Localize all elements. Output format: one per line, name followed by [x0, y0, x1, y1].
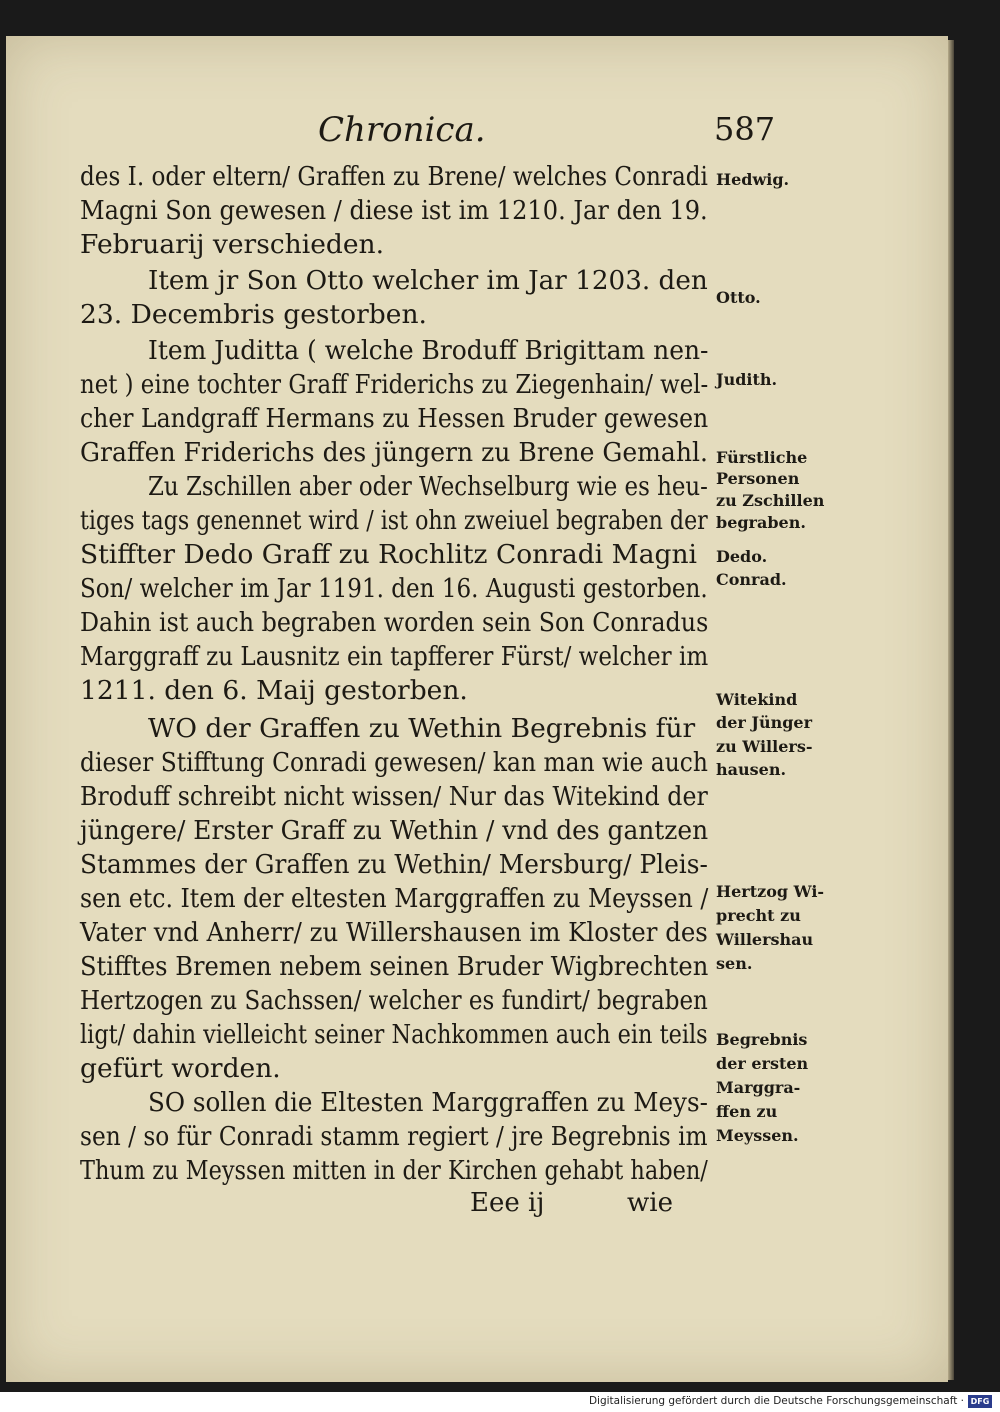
dfg-logo: DFG: [968, 1395, 992, 1408]
body-line: 23. Decembris gestorben.: [80, 299, 427, 330]
margin-note: Otto.: [716, 288, 761, 307]
body-line: cher Landgraff Hermans zu Hessen Bruder gewesen: [80, 403, 709, 434]
margin-note: Hedwig.: [716, 170, 790, 189]
body-line: Marggraff zu Lausnitz ein tapfferer Fürst/ welcher im: [80, 641, 709, 672]
body-line: Dahin ist auch begraben worden sein Son Conradus: [80, 607, 709, 638]
margin-note: der ersten: [716, 1054, 809, 1073]
body-line: Stiffter Dedo Graff zu Rochlitz Conradi Magni: [80, 539, 698, 570]
margin-note: Conrad.: [716, 570, 787, 589]
body-line: Magni Son gewesen / diese ist im 1210. Jar den 19.: [80, 195, 708, 226]
body-line: Hertzogen zu Sachssen/ welcher es fundirt/ begraben: [80, 985, 708, 1016]
body-line: des I. oder eltern/ Graffen zu Brene/ welches Conradi: [80, 161, 708, 192]
body-line: ligt/ dahin vielleicht seiner Nachkommen auch ein teils: [80, 1019, 708, 1050]
body-line: Zu Zschillen aber oder Wechselburg wie es heu-: [148, 471, 708, 502]
page-edge: [948, 40, 954, 1380]
margin-note: Fürstliche: [716, 448, 808, 467]
body-line: Stifftes Bremen nebem seinen Bruder Wigbrechten: [80, 951, 709, 982]
running-head-title: Chronica.: [318, 110, 486, 150]
body-line: Stammes der Graffen zu Wethin/ Mersburg/ Pleis-: [80, 849, 708, 880]
body-line: SO sollen die Eltesten Marggraffen zu Meys-: [148, 1087, 708, 1118]
body-line: sen / so für Conradi stamm regiert / jre Begrebnis im: [80, 1121, 708, 1152]
margin-note: der Jünger: [716, 713, 812, 732]
margin-note: Meyssen.: [716, 1126, 799, 1145]
margin-note: sen.: [716, 954, 753, 973]
body-line: Son/ welcher im Jar 1191. den 16. Augusti gestorben.: [80, 573, 708, 604]
margin-note: Begrebnis: [716, 1030, 808, 1049]
body-line: 1211. den 6. Maij gestorben.: [80, 675, 468, 706]
body-line: Thum zu Meyssen mitten in der Kirchen gehabt haben/: [80, 1155, 708, 1186]
body-line: jüngere/ Erster Graff zu Wethin / vnd des gantzen: [80, 815, 709, 846]
body-line: Graffen Friderichs des jüngern zu Brene Gemahl.: [80, 437, 708, 468]
margin-note: zu Willers-: [716, 737, 813, 756]
body-line: tiges tags genennet wird / ist ohn zweiuel begraben der: [80, 505, 708, 536]
body-line: gefürt worden.: [80, 1053, 281, 1084]
margin-note: hausen.: [716, 760, 787, 779]
margin-note: Witekind: [716, 690, 798, 709]
margin-note: Judith.: [716, 370, 778, 389]
body-line: Item Juditta ( welche Broduff Brigittam nen-: [148, 335, 709, 366]
body-line: Broduff schreibt nicht wissen/ Nur das Witekind der: [80, 781, 708, 812]
margin-note: zu Zschillen: [716, 491, 825, 510]
page-number: 587: [714, 110, 776, 148]
margin-note: Hertzog Wi-: [716, 882, 825, 901]
margin-note: Dedo.: [716, 547, 768, 566]
body-line: Vater vnd Anherr/ zu Willershausen im Kloster des: [80, 917, 708, 948]
body-line: Februarij verschieden.: [80, 229, 385, 260]
margin-note: Personen: [716, 469, 800, 488]
catchword: Eee ij wie: [470, 1188, 673, 1218]
body-line: WO der Graffen zu Wethin Begrebnis für: [148, 713, 696, 744]
margin-note: ffen zu: [716, 1102, 778, 1121]
body-line: sen etc. Item der eltesten Marggraffen zu Meyssen /: [80, 883, 709, 914]
margin-note: precht zu: [716, 906, 801, 925]
margin-note: Willershau: [716, 930, 814, 949]
footer-credit: Digitalisierung gefördert durch die Deutsche Forschungsgemeinschaft ·: [588, 1395, 964, 1407]
body-line: Item jr Son Otto welcher im Jar 1203. den: [148, 265, 708, 296]
body-line: dieser Stifftung Conradi gewesen/ kan man wie auch: [80, 747, 708, 778]
body-line: net ) eine tochter Graff Friderichs zu Ziegenhain/ wel-: [80, 369, 709, 400]
margin-note: Marggra-: [716, 1078, 801, 1097]
margin-note: begraben.: [716, 513, 806, 532]
